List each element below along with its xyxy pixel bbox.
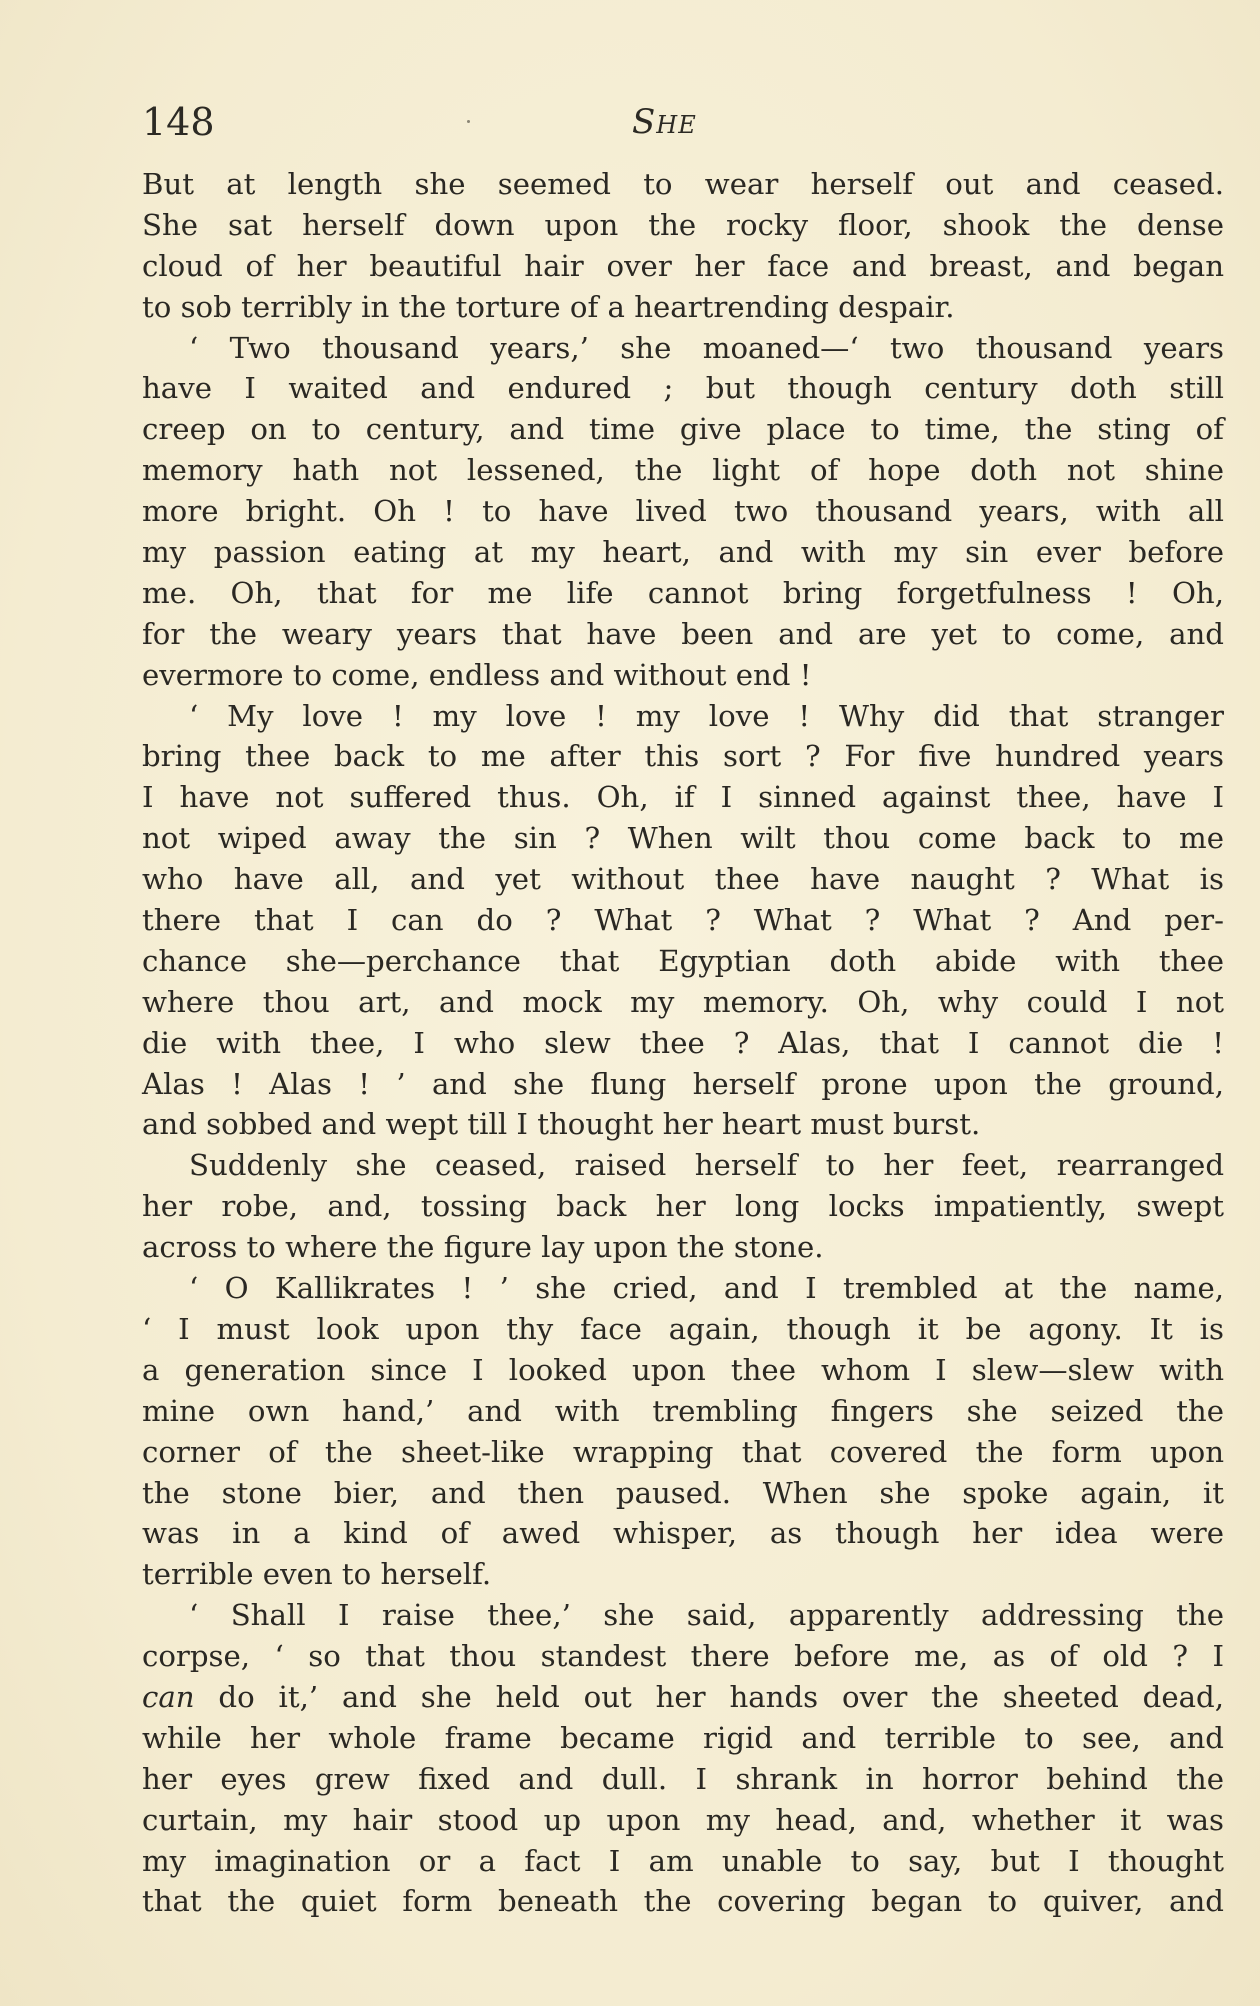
- page-header: [142, 96, 1222, 148]
- text-line: was in a kind of awed whisper, as though her idea were: [142, 1516, 1224, 1551]
- text-line: a generation since I looked upon thee whom I slew—slew with: [142, 1352, 1224, 1387]
- page-number: 148: [142, 100, 215, 144]
- text-line: corpse, ‘ so that thou standest there before me, as of old ? I: [142, 1639, 1224, 1674]
- text-line: curtain, my hair stood up upon my head, and, whether it was: [142, 1802, 1224, 1837]
- text-line: evermore to come, endless and without end !: [142, 657, 812, 692]
- text-line: bring thee back to me after this sort ? For five hundred years: [142, 739, 1224, 774]
- text-line: Suddenly she ceased, raised herself to her feet, rearranged: [189, 1148, 1224, 1183]
- text-line: have I waited and endured ; but though century doth still: [142, 371, 1224, 406]
- text-line: the stone bier, and then paused. When she spoke again, it: [142, 1475, 1224, 1510]
- text-line: while her whole frame became rigid and terrible to see, and: [142, 1720, 1224, 1755]
- text-line: ‘ My love ! my love ! my love ! Why did that stranger: [189, 698, 1224, 733]
- text-line: and sobbed and wept till I thought her heart must burst.: [142, 1107, 981, 1142]
- text-line: ‘ O Kallikrates ! ’ she cried, and I trembled at the name,: [189, 1271, 1224, 1306]
- text-line: her robe, and, tossing back her long locks impatiently, swept: [142, 1189, 1224, 1224]
- text-line: to sob terribly in the torture of a heartrending despair.: [142, 289, 955, 324]
- text-line: me. Oh, that for me life cannot bring forgetfulness ! Oh,: [142, 575, 1224, 610]
- text-line: that the quiet form beneath the covering began to quiver, and: [142, 1884, 1224, 1919]
- text-line: not wiped away the sin ? When wilt thou come back to me: [142, 821, 1224, 856]
- text-line: terrible even to herself.: [142, 1557, 492, 1592]
- text-line: ‘ Two thousand years,’ she moaned—‘ two thousand years: [189, 330, 1224, 365]
- text-line: ‘ I must look upon thy face again, though it be agony. It is: [142, 1311, 1224, 1346]
- text-line: I have not suffered thus. Oh, if I sinned against thee, have I: [142, 780, 1224, 815]
- text-line: across to where the figure lay upon the stone.: [142, 1230, 824, 1265]
- text-line: my passion eating at my heart, and with my sin ever before: [142, 535, 1224, 570]
- text-line: ‘ Shall I raise thee,’ she said, apparently addressing the: [189, 1598, 1224, 1633]
- text-line: Alas ! Alas ! ’ and she flung herself prone upon the ground,: [142, 1066, 1224, 1101]
- body-text: [142, 164, 1224, 1922]
- text-line: where thou art, and mock my memory. Oh, why could I not: [142, 984, 1224, 1019]
- text-line: She sat herself down upon the rocky floor, shook the dense: [142, 207, 1224, 242]
- text-line: who have all, and yet without thee have naught ? What is: [142, 862, 1224, 897]
- text-line: cloud of her beautiful hair over her face and breast, and began: [142, 248, 1224, 283]
- text-line: her eyes grew fixed and dull. I shrank in horror behind the: [142, 1761, 1224, 1796]
- text-line: mine own hand,’ and with trembling fingers she seized the: [142, 1393, 1224, 1428]
- text-line: creep on to century, and time give place to time, the sting of: [142, 412, 1224, 447]
- text-line: But at length she seemed to wear herself out and ceased.: [142, 167, 1224, 201]
- emphasized-word: can: [142, 1679, 195, 1714]
- text-line: my imagination or a fact I am unable to say, but I thought: [142, 1843, 1224, 1878]
- printer-mark-dot: [467, 120, 470, 123]
- text-line: corner of the sheet-like wrapping that covered the form upon: [142, 1434, 1224, 1469]
- running-head: She: [632, 102, 697, 142]
- text-line: can do it,’ and she held out her hands over the sheeted dead,: [142, 1679, 1224, 1714]
- text-line: chance she—perchance that Egyptian doth abide with thee: [142, 943, 1224, 978]
- text-line: die with thee, I who slew thee ? Alas, that I cannot die !: [142, 1025, 1224, 1060]
- text-line: memory hath not lessened, the light of hope doth not shine: [142, 453, 1224, 488]
- text-line: for the weary years that have been and are yet to come, and: [142, 616, 1224, 651]
- text-line: more bright. Oh ! to have lived two thousand years, with all: [142, 494, 1224, 529]
- text-line: there that I can do ? What ? What ? What ? And per-: [142, 903, 1224, 938]
